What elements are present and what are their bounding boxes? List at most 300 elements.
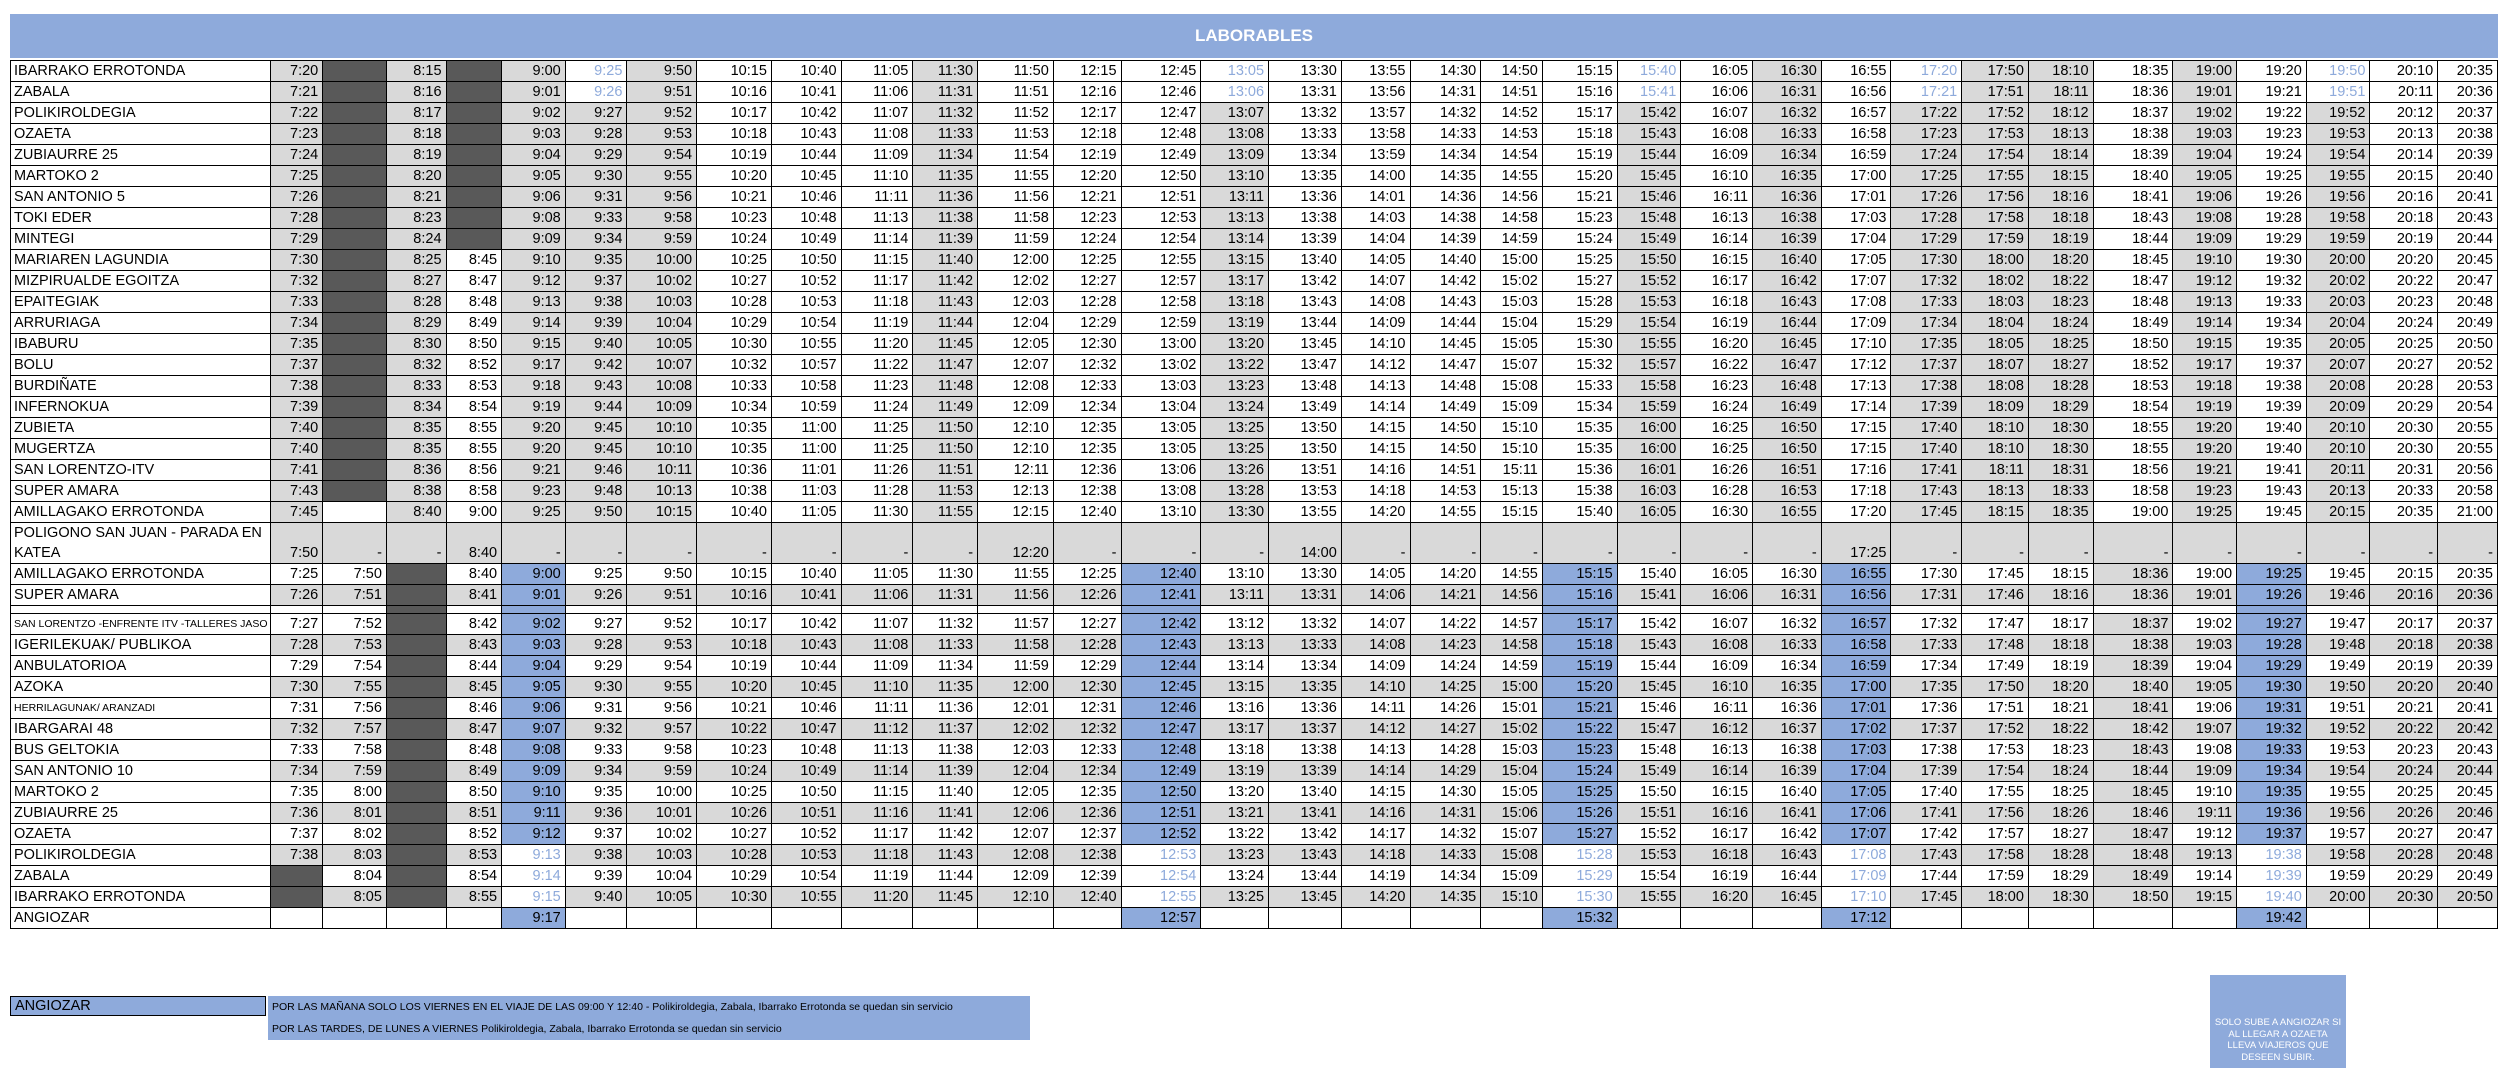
departure-time: 16:17 — [1681, 824, 1753, 845]
departure-time: 18:18 — [2028, 208, 2093, 229]
departure-time: 12:51 — [1121, 803, 1201, 824]
departure-time: 18:48 — [2093, 845, 2173, 866]
departure-time: 12:57 — [1121, 271, 1201, 292]
departure-time: 12:34 — [1053, 397, 1121, 418]
departure-time: 18:14 — [2028, 145, 2093, 166]
departure-time — [2370, 606, 2438, 614]
departure-time: 13:25 — [1201, 887, 1269, 908]
departure-time: 15:49 — [1617, 229, 1681, 250]
departure-time: 17:56 — [1962, 187, 2029, 208]
departure-time: 12:54 — [1121, 866, 1201, 887]
departure-time: 11:17 — [841, 271, 913, 292]
departure-time — [386, 614, 446, 635]
departure-time — [2173, 606, 2237, 614]
departure-time: 11:51 — [978, 82, 1054, 103]
departure-time: 9:34 — [565, 761, 627, 782]
departure-time: 16:07 — [1681, 614, 1753, 635]
departure-time: 19:51 — [2306, 82, 2370, 103]
departure-time: 13:45 — [1269, 887, 1342, 908]
departure-time: 17:40 — [1891, 439, 1962, 460]
departure-time: 20:55 — [2438, 439, 2498, 460]
departure-time: 13:32 — [1269, 103, 1342, 124]
departure-time: 12:47 — [1121, 719, 1201, 740]
departure-time: 14:18 — [1341, 845, 1410, 866]
departure-time: 7:35 — [270, 782, 323, 803]
departure-time — [2370, 908, 2438, 929]
departure-time: 17:10 — [1821, 887, 1891, 908]
departure-time: 10:50 — [771, 782, 841, 803]
departure-time: 14:30 — [1410, 61, 1481, 82]
departure-time — [446, 145, 502, 166]
departure-time: 14:43 — [1410, 292, 1481, 313]
departure-time: 19:06 — [2173, 698, 2237, 719]
stop-name: BUS GELTOKIA — [11, 740, 271, 761]
departure-time: 20:36 — [2438, 82, 2498, 103]
departure-time: 16:44 — [1753, 313, 1822, 334]
departure-time: 10:28 — [697, 845, 772, 866]
departure-time: 20:52 — [2438, 355, 2498, 376]
departure-time: 8:53 — [446, 376, 502, 397]
departure-time: 15:23 — [1542, 208, 1617, 229]
departure-time — [446, 82, 502, 103]
departure-time — [1341, 908, 1410, 929]
stop-name: MARIAREN LAGUNDIA — [11, 250, 271, 271]
departure-time: 12:28 — [1053, 292, 1121, 313]
departure-time: 16:48 — [1753, 376, 1822, 397]
departure-time: 9:51 — [627, 585, 697, 606]
departure-time — [446, 103, 502, 124]
departure-time — [2093, 908, 2173, 929]
departure-time: 13:07 — [1201, 103, 1269, 124]
departure-time: 20:48 — [2438, 845, 2498, 866]
departure-time: 15:01 — [1481, 698, 1543, 719]
departure-time: 17:26 — [1891, 187, 1962, 208]
departure-time: 17:52 — [1962, 719, 2029, 740]
departure-time: 12:40 — [1053, 502, 1121, 523]
departure-time: 10:45 — [771, 166, 841, 187]
departure-time: 12:25 — [1053, 564, 1121, 585]
departure-time: 7:45 — [270, 502, 323, 523]
departure-time: 20:15 — [2370, 564, 2438, 585]
departure-time: 18:22 — [2028, 719, 2093, 740]
departure-time: 15:19 — [1542, 145, 1617, 166]
departure-time: 15:27 — [1542, 824, 1617, 845]
departure-time: 9:51 — [627, 82, 697, 103]
departure-time: 14:23 — [1410, 635, 1481, 656]
departure-time: 20:00 — [2306, 250, 2370, 271]
departure-time: 11:08 — [841, 124, 913, 145]
departure-time: 10:02 — [627, 271, 697, 292]
departure-time: 8:01 — [323, 803, 387, 824]
departure-time: 16:28 — [1681, 481, 1753, 502]
departure-time: 15:32 — [1542, 908, 1617, 929]
departure-time: 10:05 — [627, 887, 697, 908]
departure-time: 10:04 — [627, 313, 697, 334]
departure-time: 16:56 — [1821, 82, 1891, 103]
departure-time: 11:42 — [913, 271, 978, 292]
departure-time: 18:19 — [2028, 229, 2093, 250]
departure-time: 11:39 — [913, 761, 978, 782]
departure-time: 16:31 — [1753, 82, 1822, 103]
departure-time: 17:38 — [1891, 376, 1962, 397]
departure-time: 10:52 — [771, 271, 841, 292]
departure-time — [1962, 606, 2029, 614]
departure-time: 12:09 — [978, 397, 1054, 418]
departure-time: 15:59 — [1617, 397, 1681, 418]
departure-time: 9:05 — [502, 166, 566, 187]
departure-time: 15:35 — [1542, 418, 1617, 439]
departure-time: 11:38 — [913, 208, 978, 229]
departure-time: 18:43 — [2093, 740, 2173, 761]
departure-time: 13:26 — [1201, 460, 1269, 481]
departure-time: 16:57 — [1821, 614, 1891, 635]
departure-time: 20:05 — [2306, 334, 2370, 355]
departure-time: 8:04 — [323, 866, 387, 887]
departure-time: 10:54 — [771, 313, 841, 334]
departure-time: 8:49 — [446, 761, 502, 782]
departure-time: 13:13 — [1201, 635, 1269, 656]
departure-time: 11:37 — [913, 719, 978, 740]
departure-time — [323, 61, 387, 82]
departure-time: 17:57 — [1962, 824, 2029, 845]
departure-time: 12:05 — [978, 782, 1054, 803]
departure-time: 18:15 — [1962, 502, 2029, 523]
departure-time: 13:30 — [1269, 564, 1342, 585]
departure-time — [1410, 606, 1481, 614]
departure-time: 14:16 — [1341, 803, 1410, 824]
departure-time: 19:40 — [2237, 439, 2307, 460]
departure-time: 13:09 — [1201, 145, 1269, 166]
departure-time: 15:22 — [1542, 719, 1617, 740]
departure-time: 10:51 — [771, 803, 841, 824]
departure-time: 9:12 — [502, 824, 566, 845]
departure-time: 9:54 — [627, 656, 697, 677]
departure-time: 16:15 — [1681, 782, 1753, 803]
departure-time: 15:04 — [1481, 761, 1543, 782]
timetable-row — [11, 61, 2498, 82]
departure-time: 8:27 — [386, 271, 446, 292]
departure-time: 8:49 — [446, 313, 502, 334]
departure-time: 7:32 — [270, 271, 323, 292]
timetable-row — [11, 334, 2498, 355]
departure-time: 12:30 — [1053, 334, 1121, 355]
departure-time: 13:11 — [1201, 585, 1269, 606]
departure-time: 13:10 — [1201, 564, 1269, 585]
departure-time: 16:58 — [1821, 635, 1891, 656]
departure-time: 13:31 — [1269, 585, 1342, 606]
departure-time: 14:55 — [1410, 502, 1481, 523]
departure-time: 10:32 — [697, 355, 772, 376]
departure-time: 20:40 — [2438, 677, 2498, 698]
departure-time: 13:10 — [1201, 166, 1269, 187]
departure-time: 14:21 — [1410, 585, 1481, 606]
departure-time: 14:36 — [1410, 187, 1481, 208]
departure-time — [386, 824, 446, 845]
departure-time: 11:31 — [913, 82, 978, 103]
departure-time: 15:50 — [1617, 782, 1681, 803]
departure-time: 9:00 — [502, 564, 566, 585]
departure-time: 12:35 — [1053, 439, 1121, 460]
departure-time: 13:43 — [1269, 845, 1342, 866]
timetable — [10, 60, 2498, 929]
departure-time: 14:14 — [1341, 397, 1410, 418]
departure-time: 13:06 — [1201, 82, 1269, 103]
departure-time: 13:18 — [1201, 740, 1269, 761]
departure-time: 19:28 — [2237, 635, 2307, 656]
departure-time — [270, 887, 323, 908]
departure-time: 17:03 — [1821, 208, 1891, 229]
departure-time: 19:13 — [2173, 292, 2237, 313]
departure-time: 20:13 — [2306, 481, 2370, 502]
stop-name: POLIKIROLDEGIA — [11, 845, 271, 866]
departure-time: 9:25 — [502, 502, 566, 523]
departure-time: 14:08 — [1341, 292, 1410, 313]
departure-time — [1617, 908, 1681, 929]
departure-time: 12:53 — [1121, 845, 1201, 866]
departure-time: 11:14 — [841, 761, 913, 782]
departure-time: 7:26 — [270, 187, 323, 208]
departure-time — [1121, 606, 1201, 614]
departure-time: 17:41 — [1891, 803, 1962, 824]
departure-time: 14:55 — [1481, 564, 1543, 585]
departure-time: 19:52 — [2306, 719, 2370, 740]
departure-time: 9:48 — [565, 481, 627, 502]
departure-time: 12:15 — [1053, 61, 1121, 82]
departure-time: 19:09 — [2173, 229, 2237, 250]
departure-time: 20:42 — [2438, 719, 2498, 740]
departure-time: 17:39 — [1891, 761, 1962, 782]
departure-time: 9:35 — [565, 250, 627, 271]
stop-name: IBARRAKO ERROTONDA — [11, 887, 271, 908]
departure-time — [446, 229, 502, 250]
departure-time: 20:47 — [2438, 271, 2498, 292]
departure-time: 19:18 — [2173, 376, 2237, 397]
departure-time: 7:23 — [270, 124, 323, 145]
departure-time: 7:33 — [270, 292, 323, 313]
departure-time: 9:06 — [502, 698, 566, 719]
departure-time: 16:35 — [1753, 166, 1822, 187]
stop-name: SAN LORENTZO-ITV — [11, 460, 271, 481]
departure-time: 9:56 — [627, 698, 697, 719]
departure-time: 13:08 — [1201, 124, 1269, 145]
departure-time: - — [771, 523, 841, 564]
departure-time: 13:35 — [1269, 166, 1342, 187]
departure-time — [1891, 606, 1962, 614]
departure-time — [386, 677, 446, 698]
departure-time — [323, 166, 387, 187]
departure-time: 11:30 — [913, 564, 978, 585]
departure-time: 20:02 — [2306, 271, 2370, 292]
departure-time: 17:29 — [1891, 229, 1962, 250]
departure-time — [1753, 908, 1822, 929]
timetable-row — [11, 719, 2498, 740]
departure-time: 10:11 — [627, 460, 697, 481]
departure-time — [1053, 606, 1121, 614]
departure-time: 10:49 — [771, 229, 841, 250]
departure-time: 18:35 — [2028, 502, 2093, 523]
departure-time: 16:01 — [1617, 460, 1681, 481]
departure-time: 8:03 — [323, 845, 387, 866]
departure-time: 20:50 — [2438, 887, 2498, 908]
departure-time: 15:17 — [1542, 103, 1617, 124]
departure-time: 20:10 — [2306, 418, 2370, 439]
departure-time — [386, 782, 446, 803]
departure-time: 17:35 — [1891, 677, 1962, 698]
departure-time: 11:43 — [913, 845, 978, 866]
departure-time: 14:06 — [1341, 585, 1410, 606]
departure-time: 19:59 — [2306, 866, 2370, 887]
departure-time: 18:29 — [2028, 866, 2093, 887]
departure-time: 15:06 — [1481, 803, 1543, 824]
departure-time — [270, 866, 323, 887]
departure-time: 20:29 — [2370, 866, 2438, 887]
departure-time: 13:41 — [1269, 803, 1342, 824]
departure-time: 20:28 — [2370, 376, 2438, 397]
departure-time: 12:16 — [1053, 82, 1121, 103]
departure-time: 19:02 — [2173, 103, 2237, 124]
departure-time: 17:59 — [1962, 229, 2029, 250]
departure-time: 18:50 — [2093, 887, 2173, 908]
departure-time: 18:41 — [2093, 187, 2173, 208]
departure-time: 11:24 — [841, 397, 913, 418]
departure-time: 9:31 — [565, 698, 627, 719]
departure-time: 10:20 — [697, 677, 772, 698]
departure-time: 10:04 — [627, 866, 697, 887]
departure-time: 13:14 — [1201, 229, 1269, 250]
departure-time: 15:10 — [1481, 439, 1543, 460]
departure-time: 19:29 — [2237, 229, 2307, 250]
departure-time: 10:18 — [697, 635, 772, 656]
departure-time: 8:47 — [446, 719, 502, 740]
departure-time: 20:13 — [2370, 124, 2438, 145]
departure-time — [323, 439, 387, 460]
departure-time: 16:31 — [1753, 585, 1822, 606]
departure-time: 17:45 — [1962, 564, 2029, 585]
departure-time: 20:38 — [2438, 124, 2498, 145]
departure-time: 19:04 — [2173, 656, 2237, 677]
departure-time: 7:35 — [270, 334, 323, 355]
departure-time: 18:16 — [2028, 585, 2093, 606]
departure-time: 17:28 — [1891, 208, 1962, 229]
departure-time: 15:58 — [1617, 376, 1681, 397]
departure-time: 19:03 — [2173, 635, 2237, 656]
departure-time: 8:48 — [446, 740, 502, 761]
departure-time: 13:18 — [1201, 292, 1269, 313]
stop-name: IBARRAKO ERROTONDA — [11, 61, 271, 82]
departure-time: 18:03 — [1962, 292, 2029, 313]
departure-time: 14:50 — [1410, 439, 1481, 460]
departure-time: 11:53 — [978, 124, 1054, 145]
departure-time: 9:26 — [565, 82, 627, 103]
departure-time — [1681, 908, 1753, 929]
departure-time: 19:14 — [2173, 313, 2237, 334]
stop-name: BOLU — [11, 355, 271, 376]
departure-time: 19:56 — [2306, 803, 2370, 824]
departure-time: 12:50 — [1121, 166, 1201, 187]
departure-time: 19:12 — [2173, 271, 2237, 292]
departure-time: 17:13 — [1821, 376, 1891, 397]
departure-time: 10:16 — [697, 82, 772, 103]
departure-time: 15:25 — [1542, 782, 1617, 803]
departure-time: 10:15 — [627, 502, 697, 523]
note-morning: POR LAS MAÑANA SOLO LOS VIERNES EN EL VIAJE DE LAS 09:00 Y 12:40 - Polikiroldegia, Zabala, Ibarrako Errotonda se quedan sin servicio — [268, 996, 1030, 1018]
departure-time: 20:10 — [2306, 439, 2370, 460]
departure-time — [2306, 606, 2370, 614]
departure-time: 10:50 — [771, 250, 841, 271]
departure-time: 14:11 — [1341, 698, 1410, 719]
departure-time: 9:50 — [565, 502, 627, 523]
departure-time: 12:04 — [978, 313, 1054, 334]
departure-time: 19:30 — [2237, 677, 2307, 698]
departure-time: - — [1481, 523, 1543, 564]
departure-time: 8:38 — [386, 481, 446, 502]
departure-time: 15:43 — [1617, 124, 1681, 145]
departure-time: 10:30 — [697, 334, 772, 355]
departure-time: 17:39 — [1891, 397, 1962, 418]
departure-time: 13:23 — [1201, 376, 1269, 397]
departure-time — [323, 334, 387, 355]
departure-time: 12:50 — [1121, 782, 1201, 803]
departure-time: 11:20 — [841, 334, 913, 355]
departure-time: 19:54 — [2306, 145, 2370, 166]
departure-time: 11:16 — [841, 803, 913, 824]
departure-time: 19:53 — [2306, 740, 2370, 761]
departure-time: 11:45 — [913, 334, 978, 355]
departure-time: 9:40 — [565, 887, 627, 908]
departure-time: 11:53 — [913, 481, 978, 502]
departure-time: 8:00 — [323, 782, 387, 803]
departure-time: 12:45 — [1121, 61, 1201, 82]
departure-time: 16:03 — [1617, 481, 1681, 502]
departure-time — [446, 606, 502, 614]
departure-time: 17:49 — [1962, 656, 2029, 677]
departure-time: 20:03 — [2306, 292, 2370, 313]
departure-time — [697, 908, 772, 929]
departure-time: 10:38 — [697, 481, 772, 502]
departure-time: 16:14 — [1681, 761, 1753, 782]
departure-time: 11:13 — [841, 208, 913, 229]
departure-time: 11:19 — [841, 866, 913, 887]
departure-time: 16:05 — [1617, 502, 1681, 523]
departure-time: 12:58 — [1121, 292, 1201, 313]
departure-time: 17:53 — [1962, 740, 2029, 761]
stop-name: TOKI EDER — [11, 208, 271, 229]
departure-time: 17:12 — [1821, 908, 1891, 929]
departure-time: 9:09 — [502, 229, 566, 250]
departure-time — [270, 606, 323, 614]
departure-time: 14:33 — [1410, 845, 1481, 866]
departure-time: 10:16 — [697, 585, 772, 606]
departure-time: 13:30 — [1201, 502, 1269, 523]
departure-time — [386, 845, 446, 866]
departure-time: 14:59 — [1481, 656, 1543, 677]
departure-time: 17:43 — [1891, 845, 1962, 866]
departure-time: 7:39 — [270, 397, 323, 418]
departure-time: 14:50 — [1481, 61, 1543, 82]
departure-time: 10:30 — [697, 887, 772, 908]
departure-time: 14:07 — [1341, 271, 1410, 292]
departure-time: 15:52 — [1617, 271, 1681, 292]
departure-time: 17:59 — [1962, 866, 2029, 887]
departure-time: 16:38 — [1753, 740, 1822, 761]
departure-time: 9:46 — [565, 460, 627, 481]
timetable-row — [11, 564, 2498, 585]
departure-time: 15:04 — [1481, 313, 1543, 334]
departure-time: 12:28 — [1053, 635, 1121, 656]
departure-time: 11:35 — [913, 677, 978, 698]
departure-time: 11:50 — [913, 418, 978, 439]
departure-time: 16:32 — [1753, 614, 1822, 635]
